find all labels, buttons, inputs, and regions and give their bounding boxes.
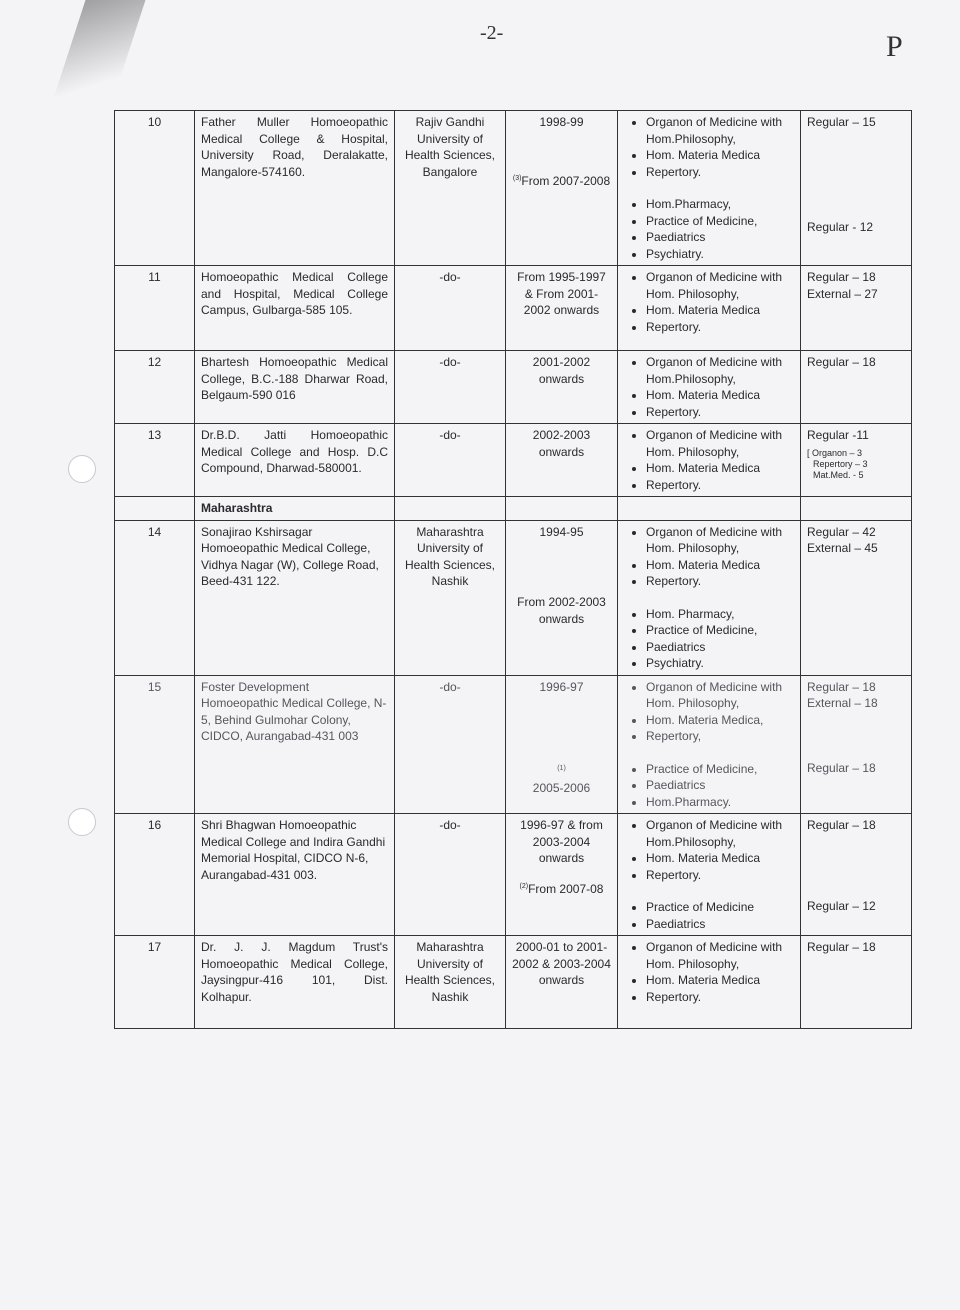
intake: External – 18 <box>807 696 878 710</box>
year: 2000-01 to 2001-2002 & 2003-2004 onwards <box>506 936 618 1029</box>
intake-cell <box>801 424 912 497</box>
college-name: Dr.B.D. Jatti Homoeopathic Medical College and Hosp. D.C Compound, Dharwad-580001. <box>195 424 395 497</box>
subject: • Repertory. <box>646 573 794 590</box>
row-number: 14 <box>115 520 195 675</box>
subject: • Hom.Pharmacy, <box>646 196 794 213</box>
college-name: Foster Development Homoeopathic Medical College, N-5, Behind Gulmohar Colony, CIDCO, Aurangabad-431 003 <box>195 675 395 814</box>
intake: Regular – 18 <box>801 936 912 1029</box>
table-row <box>115 266 912 351</box>
intake: Regular – 18 <box>807 760 876 775</box>
intake-cell <box>801 266 912 351</box>
years-cell <box>506 111 618 266</box>
subject: • Paediatrics <box>646 777 794 794</box>
table-row <box>115 675 912 814</box>
year: 1996-97 <box>539 679 584 694</box>
subjects-cell <box>618 520 801 675</box>
subject: • Repertory. <box>646 404 794 421</box>
subjects-cell <box>618 266 801 351</box>
subject: • Repertory. <box>646 477 794 494</box>
subjects-cell <box>618 424 801 497</box>
table-row <box>115 520 912 675</box>
punch-hole <box>68 808 96 836</box>
intake: Regular - 12 <box>807 219 874 234</box>
table-row <box>115 936 912 1029</box>
subject: • Repertory. <box>646 164 794 181</box>
intake: Regular – 42 <box>807 524 876 539</box>
subject: • Psychiatry. <box>646 655 794 672</box>
university: -do- <box>395 266 506 351</box>
subject: • Hom. Materia Medica <box>646 147 794 164</box>
subject: • Paediatrics <box>646 916 794 933</box>
intake: External – 45 <box>807 541 878 555</box>
subject: • Repertory. <box>646 989 794 1006</box>
row-number: 11 <box>115 266 195 351</box>
year: 2001-2002 onwards <box>506 351 618 424</box>
subject: • Repertory, <box>646 728 794 745</box>
year: $^{(2)}$From 2007-08 <box>519 881 604 896</box>
subject: • Organon of Medicine with Hom. Philosophy, <box>646 427 794 460</box>
row-number: 17 <box>115 936 195 1029</box>
college-name: Shri Bhagwan Homoeopathic Medical College and Indira Gandhi Memorial Hospital, CIDCO N-6, Aurangabad-431 003. <box>195 814 395 936</box>
subject: • Practice of Medicine, <box>646 622 794 639</box>
years-cell <box>506 675 618 814</box>
university: -do- <box>395 424 506 497</box>
corner-mark: P <box>886 30 903 63</box>
subject: • Repertory. <box>646 319 794 336</box>
university: Rajiv Gandhi University of Health Sciences, Bangalore <box>395 111 506 266</box>
year: 1996-97 & from 2003-2004 onwards <box>520 818 603 865</box>
subjects-cell <box>618 351 801 424</box>
college-name: Father Muller Homoeopathic Medical College & Hospital, University Road, Deralakatte, Mangalore-574160. <box>195 111 395 266</box>
subject: • Organon of Medicine with Hom.Philosophy, <box>646 354 794 387</box>
year: (1) <box>557 765 566 772</box>
college-name: Dr. J. J. Magdum Trust's Homoeopathic Medical College, Jaysingpur-416 101, Dist. Kolhapur. <box>195 936 395 1029</box>
row-number: 13 <box>115 424 195 497</box>
intake-cell <box>801 111 912 266</box>
year: From 2002-2003 onwards <box>517 595 606 626</box>
college-name: Bhartesh Homoeopathic Medical College, B.C.-188 Dharwar Road, Belgaum-590 016 <box>195 351 395 424</box>
subject: • Hom. Pharmacy, <box>646 606 794 623</box>
row-number: 16 <box>115 814 195 936</box>
subject: • Practice of Medicine, <box>646 761 794 778</box>
year: 1994-95 <box>539 524 584 539</box>
subject: • Paediatrics <box>646 229 794 246</box>
subject: • Hom. Materia Medica <box>646 387 794 404</box>
intake-cell <box>801 814 912 936</box>
intake: Regular – 18 <box>807 270 876 284</box>
subject: • Repertory. <box>646 867 794 884</box>
subject: • Paediatrics <box>646 639 794 656</box>
subjects-cell <box>618 936 801 1029</box>
university: Maharashtra University of Health Sciences, Nashik <box>395 936 506 1029</box>
intake: Regular – 18 <box>807 818 876 832</box>
university: -do- <box>395 814 506 936</box>
subject: • Psychiatry. <box>646 246 794 263</box>
years-cell <box>506 520 618 675</box>
row-number: 12 <box>115 351 195 424</box>
subject: • Organon of Medicine with Hom. Philosophy, <box>646 524 794 557</box>
state-heading: Maharashtra <box>195 497 395 521</box>
page-number: -2- <box>480 22 504 44</box>
row-number: 10 <box>115 111 195 266</box>
table-row <box>115 424 912 497</box>
subject: • Organon of Medicine with Hom.Philosophy, <box>646 817 794 850</box>
subject: • Organon of Medicine with Hom. Philosophy, <box>646 939 794 972</box>
year: 1998-99 <box>539 115 584 129</box>
intake-detail: Mat.Med. - 5 <box>813 469 864 480</box>
table-row <box>115 814 912 936</box>
subject: • Organon of Medicine with Hom.Philosophy, <box>646 114 794 147</box>
intake-detail: [ Organon – 3 <box>807 447 863 458</box>
intake: Regular – 15 <box>807 115 876 129</box>
subject: • Organon of Medicine with Hom. Philosophy, <box>646 679 794 712</box>
year: $^{(3)}$From 2007-2008 <box>512 173 611 188</box>
year: From 1995-1997 & From 2001-2002 onwards <box>506 266 618 351</box>
subjects-cell <box>618 111 801 266</box>
scan-smudge <box>47 0 146 120</box>
subject: • Hom. Materia Medica <box>646 557 794 574</box>
subjects-cell <box>618 814 801 936</box>
university: -do- <box>395 351 506 424</box>
subject: • Hom. Materia Medica, <box>646 712 794 729</box>
subjects-cell <box>618 675 801 814</box>
university: -do- <box>395 675 506 814</box>
table-row <box>115 111 912 266</box>
subject: • Hom. Materia Medica <box>646 302 794 319</box>
intake: Regular -11 <box>807 428 869 442</box>
state-row <box>115 497 912 521</box>
intake-cell <box>801 520 912 675</box>
intake-cell <box>801 675 912 814</box>
row-number: 15 <box>115 675 195 814</box>
intake: Regular – 18 <box>807 679 876 694</box>
colleges-table <box>114 110 912 1029</box>
college-name: Homoeopathic Medical College and Hospital, Medical College Campus, Gulbarga-585 105. <box>195 266 395 351</box>
subject: • Hom. Materia Medica <box>646 850 794 867</box>
subject: • Practice of Medicine <box>646 899 794 916</box>
subject: • Hom.Pharmacy. <box>646 794 794 811</box>
punch-hole <box>68 455 96 483</box>
intake: External – 27 <box>807 286 878 301</box>
subject: • Organon of Medicine with Hom. Philosophy, <box>646 269 794 302</box>
year: 2002-2003 onwards <box>506 424 618 497</box>
college-name: Sonajirao Kshirsagar Homoeopathic Medical College, Vidhya Nagar (W), College Road, Beed-431 122. <box>195 520 395 675</box>
subject: • Practice of Medicine, <box>646 213 794 230</box>
intake: Regular – 12 <box>807 898 876 913</box>
subject: • Hom. Materia Medica <box>646 972 794 989</box>
intake: Regular – 18 <box>801 351 912 424</box>
intake-detail: Repertory – 3 <box>813 458 868 469</box>
table-row <box>115 351 912 424</box>
subject: • Hom. Materia Medica <box>646 460 794 477</box>
year: 2005-2006 <box>532 780 591 795</box>
university: Maharashtra University of Health Sciences, Nashik <box>395 520 506 675</box>
years-cell <box>506 814 618 936</box>
